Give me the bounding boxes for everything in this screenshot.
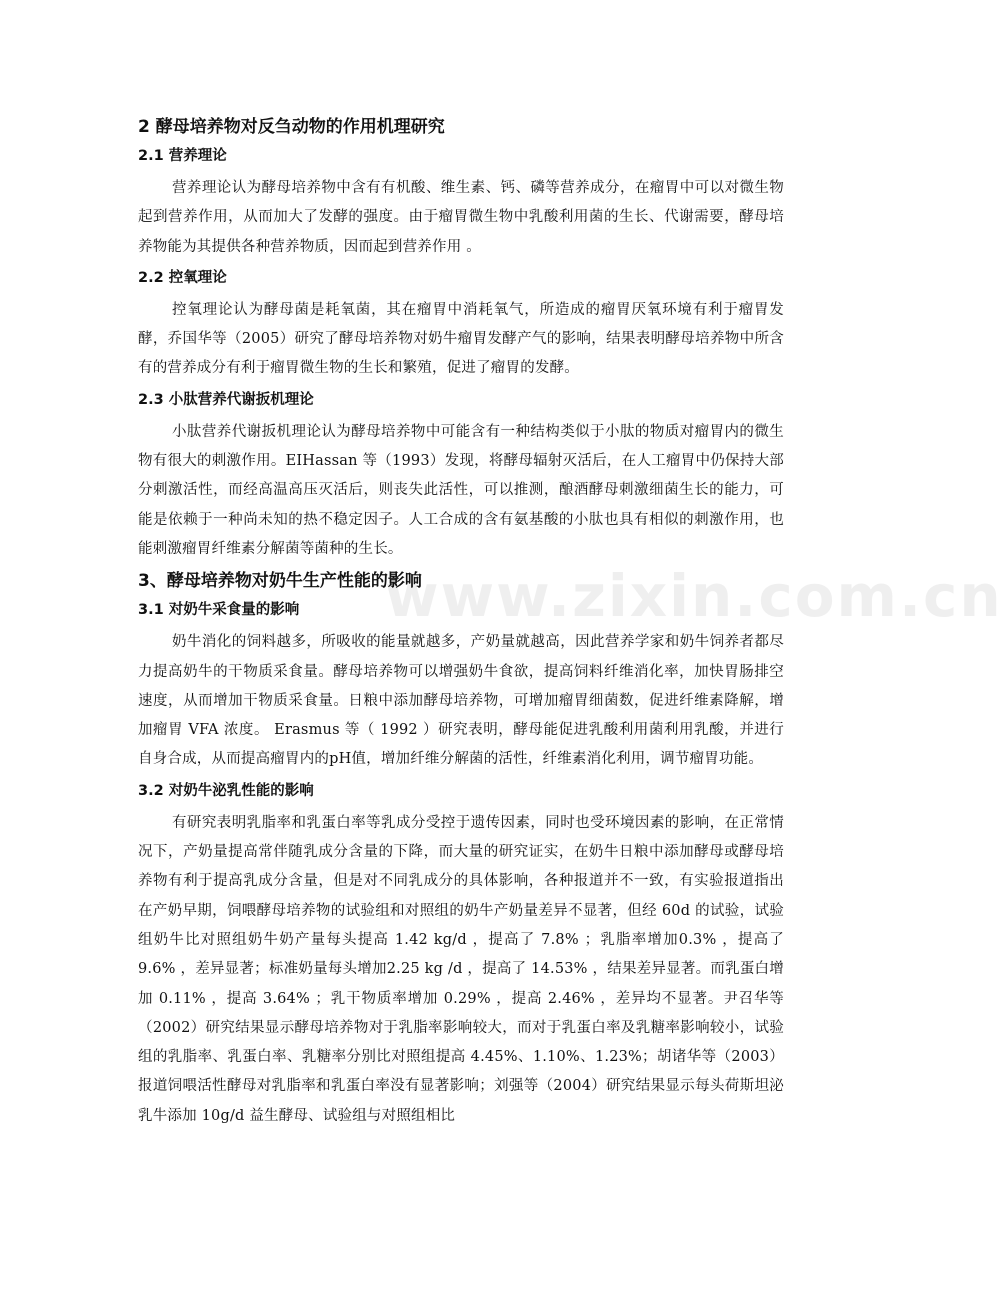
section-3-1-paragraph: 奶牛消化的饲料越多，所吸收的能量就越多，产奶量就越高，因此营养学家和奶牛饲养者都尽力提高奶牛的干物质采食量。酵母培养物可以增强奶牛食欲，提高饲料纤维消化率，加快胃肠排空速度，从而增加干物质采食量。日粮中添加酵母培养物，可增加瘤胃细菌数，促进纤维素降解，增加瘤胃 VFA 浓度。 Erasmus 等（ 1992 ）研究表明，酵母能促进乳酸利用菌利用乳酸，并进行自身合成，从而提高瘤胃内的pH值，增加纤维分解菌的活性，纤维素消化利用，调节瘤胃功能。 [138,634,784,768]
section-2-2-heading: 2.2 控氧理论 [138,269,227,286]
section-3-1-heading: 3.1 对奶牛采食量的影响 [138,602,300,619]
section-2-3-heading: 2.3 小肽营养代谢扳机理论 [138,391,314,408]
section-3-2-heading: 3.2 对奶牛泌乳性能的影响 [138,782,314,799]
section-2-heading: 2 酵母培养物对反刍动物的作用机理研究 [138,117,445,137]
section-2-1-heading: 2.1 营养理论 [138,148,227,164]
section-2-3-paragraph: 小肽营养代谢扳机理论认为酵母培养物中可能含有一种结构类似于小肽的物质对瘤胃内的微生物有很大的刺激作用。EIHassan 等（1993）发现，将酵母辐射灭活后，在人工瘤胃中仍保持大部分刺激活性，而经高温高压灭活后，则丧失此活性，可以推测，酿酒酵母刺激细菌生长的能力，可能是依赖于一种尚未知的热不稳定因子。人工合成的含有氨基酸的小肽也具有相似的刺激作用，也能刺激瘤胃纤维素分解菌等菌种的生长。 [138,423,784,557]
document-body [138,116,784,1137]
section-3-2-paragraph: 有研究表明乳脂率和乳蛋白率等乳成分受控于遗传因素，同时也受环境因素的影响，在正常情况下，产奶量提高常伴随乳成分含量的下降，而大量的研究证实，在奶牛日粮中添加酵母或酵母培养物有利于提高乳成分含量，但是对不同乳成分的具体影响，各种报道并不一致，有实验报道指出在产奶早期，饲喂酵母培养物的试验组和对照组的奶牛产奶量差异不显著，但经 60d 的试验，试验组奶牛比对照组奶牛奶产量每头提高 1.42 kg/d ，提高了 7.8% ；乳脂率增加0.3% ，提高了 9.6% ，差异显著；标准奶量每头增加2.25 kg /d ，提高了 14.53% ，结果差异显著。而乳蛋白增加 0.11% ，提高 3.64% ；乳干物质率增加 0.29% ，提高 2.46% ，差异均不显著。尹召华等（2002）研究结果显示酵母培养物对于乳脂率影响较大，而对于乳蛋白率及乳糖率影响较小，试验组的乳脂率、乳蛋白率、乳糖率分别比对照组提高 4.45%、1.10%、1.23%；胡诸华等（2003）报道饲喂活性酵母对乳脂率和乳蛋白率没有显著影响；刘强等（2004）研究结果显示每头荷斯坦泌乳牛添加 10g/d 益生酵母、试验组与对照组相比 [138,814,784,1124]
section-2-2-paragraph: 控氧理论认为酵母菌是耗氧菌，其在瘤胃中消耗氧气，所造成的瘤胃厌氧环境有利于瘤胃发酵，乔国华等（2005）研究了酵母培养物对奶牛瘤胃发酵产气的影响，结果表明酵母培养物中所含有的营养成分有利于瘤胃微生物的生长和繁殖，促进了瘤胃的发酵。 [138,301,784,377]
section-3-heading: 3、酵母培养物对奶牛生产性能的影响 [138,571,422,592]
section-2-1-paragraph: 营养理论认为酵母培养物中含有有机酸、维生素、钙、磷等营养成分，在瘤胃中可以对微生物起到营养作用，从而加大了发酵的强度。由于瘤胃微生物中乳酸利用菌的生长、代谢需要，酵母培养物能为其提供各种营养物质，因而起到营养作用 。 [138,180,784,255]
watermark: www.zixin.com.cn [385,562,1003,630]
